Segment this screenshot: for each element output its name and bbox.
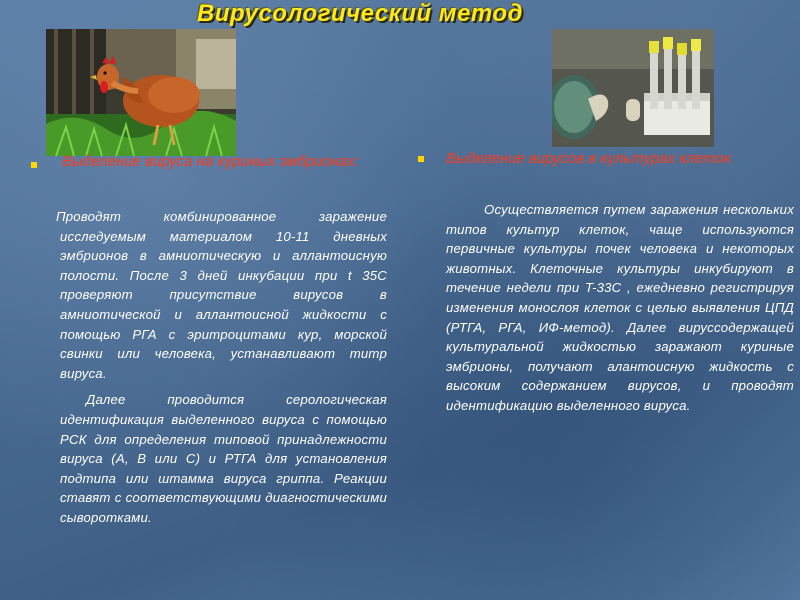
chicken-photo — [46, 29, 236, 156]
left-heading: Выделение вируса на куриных эмбрионах: — [62, 153, 359, 170]
right-body — [446, 200, 794, 416]
chicken-illustration — [46, 29, 236, 156]
bullet-left — [31, 162, 37, 168]
test-tubes-photo — [552, 29, 714, 147]
left-paragraph-2: Далее проводится серологическая идентификация выделенного вируса с помощью РСК для определения типовой принадлежности вируса (А, В или С) и РТГА для установления подтипа или штамма вируса гриппа. Реакции ставят с соответствующими диагностическими сыворотками. — [60, 392, 387, 525]
test-tubes-illustration — [552, 29, 714, 147]
left-paragraph-1: Проводят комбинированное заражение исследуемым материалом 10-11 дневных эмбрионов в амниотическую и аллантоисную полости. После 3 дней инкубации при t 35C проверяют присутствие вирусов в амниотической и аллантоисной жидкости с помощью РГА с эритроцитами кур, морской свинки или человека, устанавливают титр вируса. — [56, 209, 387, 381]
right-paragraph-1: Осуществляется путем заражения нескольких типов культур клеток, чаще используются первичные культуры почек человека и некоторых животных. Клеточные культуры инкубируют в течение недели при T-33C , ежедневно регистрируя изменения монослоя клеток с целью выявления ЦПД (РТГА, РГА, ИФ-метод). Далее вируссодержащей культуральной жидкостью заражают куриные эмбрионы, получают алантоисную жидкость с высоким содержанием вирусов, и проводят идентификацию выделенного вируса. — [446, 202, 794, 413]
right-heading: Выделение вирусов в культурах клеток — [446, 150, 731, 167]
left-body — [56, 207, 387, 528]
slide-title: Вирусологический метод — [197, 0, 523, 27]
bullet-right — [418, 156, 424, 162]
